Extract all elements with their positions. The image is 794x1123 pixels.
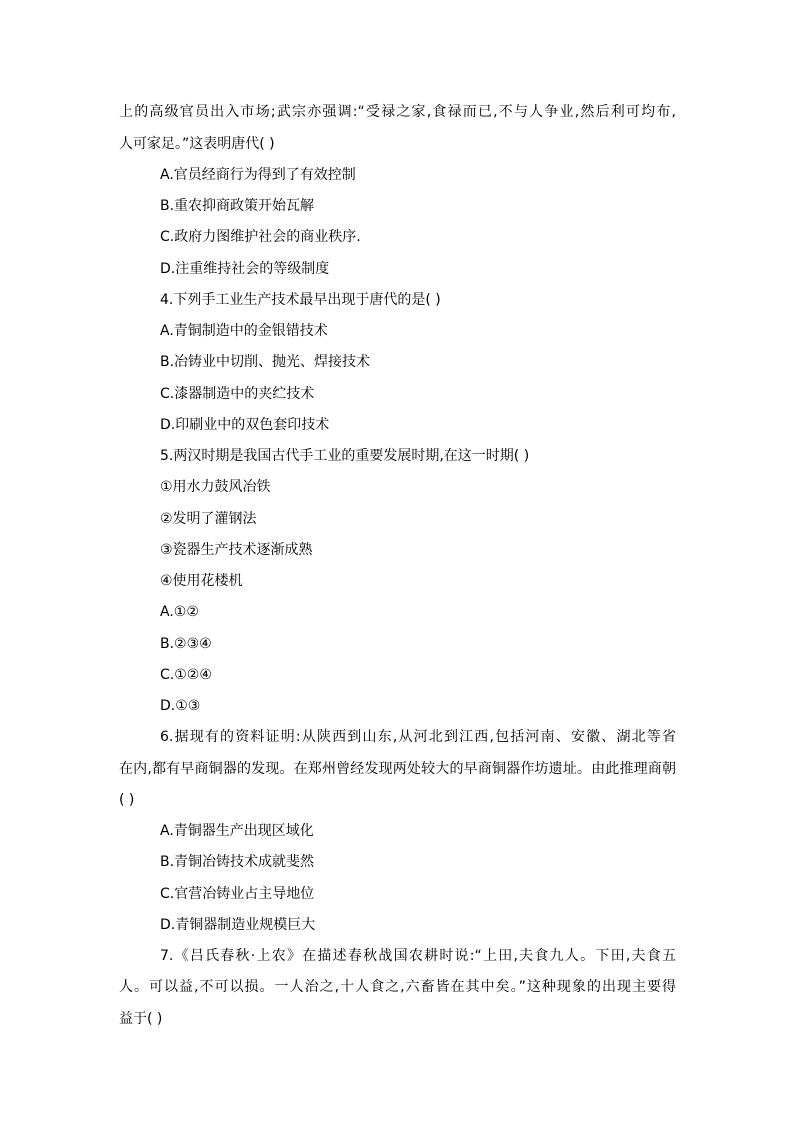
q7-stem-line-1: 7.《吕氏春秋·上农》在描述春秋战国农耕时说:“上田,夫食九人。下田,夫食五 xyxy=(160,948,676,964)
q6-stem-line-1: 6.据现有的资料证明:从陕西到山东,从河北到江西,包括河南、安徽、湖北等省 xyxy=(160,729,676,745)
q3-option-b: B.重农抑商政策开始瓦解 xyxy=(160,198,315,214)
q5-item-1: ①用水力鼓风冶铁 xyxy=(160,479,271,495)
q5-stem: 5.两汉时期是我国古代手工业的重要发展时期,在这一时期( ) xyxy=(160,448,530,464)
q6-option-a: A.青铜器生产出现区域化 xyxy=(160,823,314,839)
q6-option-b: B.青铜冶铸技术成就斐然 xyxy=(160,854,315,870)
q3-option-d: D.注重维持社会的等级制度 xyxy=(160,261,330,277)
q5-item-2: ②发明了灌钢法 xyxy=(160,511,257,527)
q6-option-d: D.青铜器制造业规模巨大 xyxy=(160,917,316,933)
q5-item-4: ④使用花楼机 xyxy=(160,573,243,589)
q4-option-d: D.印刷业中的双色套印技术 xyxy=(160,417,330,433)
q5-option-a: A.①② xyxy=(160,604,199,620)
q6-stem-line-2: 在内,都有早商铜器的发现。在郑州曾经发现两处较大的早商铜器作坊遗址。由此推理商朝 xyxy=(119,761,676,777)
q5-item-3: ③瓷器生产技术逐渐成熟 xyxy=(160,542,313,558)
q6-stem-line-3: ( ) xyxy=(119,792,135,808)
q4-option-c: C.漆器制造中的夹纻技术 xyxy=(160,386,315,402)
q5-option-b: B.②③④ xyxy=(160,636,212,652)
q6-option-c: C.官营冶铸业占主导地位 xyxy=(160,886,315,902)
q4-option-b: B.冶铸业中切削、抛光、焊接技术 xyxy=(160,354,371,370)
q5-option-d: D.①③ xyxy=(160,698,201,714)
q3-option-c: C.政府力图维护社会的商业秩序. xyxy=(160,229,361,245)
q5-option-c: C.①②④ xyxy=(160,667,212,683)
q4-option-a: A.青铜制造中的金银错技术 xyxy=(160,323,328,339)
q7-stem-line-2: 人。可以益,不可以损。一人治之,十人食之,六畜皆在其中矣。”这种现象的出现主要得 xyxy=(119,979,676,995)
q3-stem-line-1: 上的高级官员出入市场;武宗亦强调:“受禄之家,食禄而已,不与人争业,然后利可均布, xyxy=(119,104,676,120)
q3-stem-line-2: 人可家足。”这表明唐代( ) xyxy=(119,136,275,152)
q7-stem-line-3: 益于( ) xyxy=(119,1011,163,1027)
q4-stem: 4.下列手工业生产技术最早出现于唐代的是( ) xyxy=(160,292,441,308)
q3-option-a: A.官员经商行为得到了有效控制 xyxy=(160,167,356,183)
